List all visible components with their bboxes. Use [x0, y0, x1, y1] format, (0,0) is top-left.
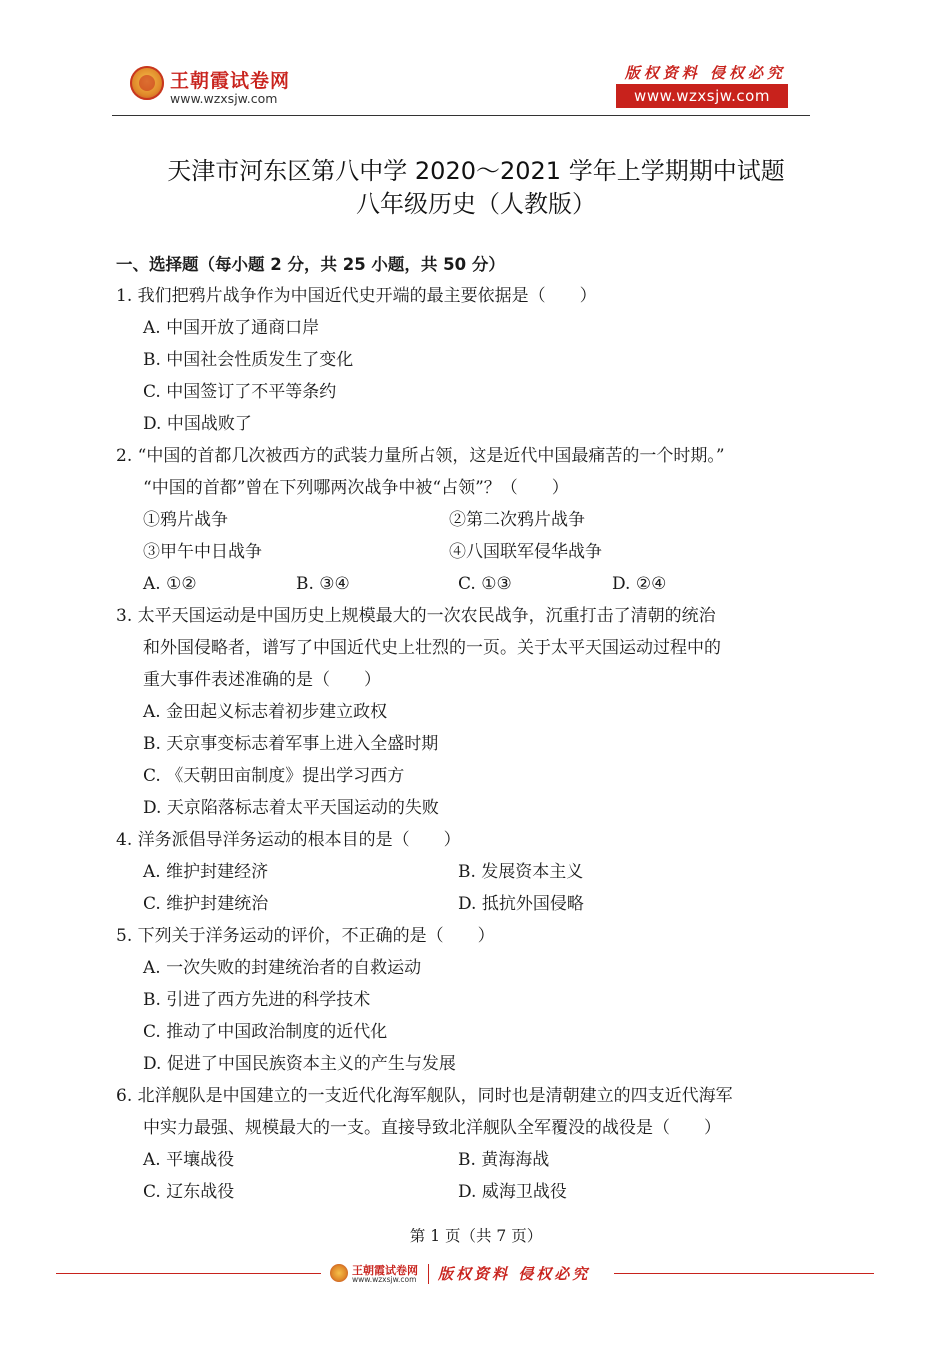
question-1-option-a: A. 中国开放了通商口岸	[143, 318, 320, 338]
question-2-stem-line1: 2. “中国的首都几次被西方的武装力量所占领，这是近代中国最痛苦的一个时期。”	[116, 446, 725, 466]
question-4-option-c: C. 维护封建统治	[143, 894, 269, 914]
logo-title: 王朝霞试卷网	[170, 70, 291, 92]
question-3-option-a: A. 金田起义标志着初步建立政权	[143, 702, 388, 722]
question-1-option-c: C. 中国签订了不平等条约	[143, 382, 337, 402]
question-1-stem: 1. 我们把鸦片战争作为中国近代史开端的最主要依据是（ ）	[116, 286, 597, 306]
copyright-notice: 版权资料 侵权必究	[624, 64, 786, 82]
question-2-stem-line2: “中国的首都”曾在下列哪两次战争中被“占领”？（ ）	[143, 478, 569, 498]
question-2-item-3: ③甲午中日战争	[143, 542, 262, 562]
exam-title: 天津市河东区第八中学 2020～2021 学年上学期期中试题	[167, 157, 785, 185]
question-2-option-c: C. ①③	[458, 574, 512, 594]
header-divider	[112, 115, 810, 116]
footer-rule-right	[614, 1273, 874, 1274]
question-4-stem: 4. 洋务派倡导洋务运动的根本目的是（ ）	[116, 830, 461, 850]
footer-copyright: 版权资料 侵权必究	[438, 1265, 591, 1283]
question-6-option-b: B. 黄海海战	[458, 1150, 550, 1170]
question-4-option-a: A. 维护封建经济	[143, 862, 269, 882]
exam-subtitle: 八年级历史（人教版）	[356, 190, 596, 218]
question-2-item-4: ④八国联军侵华战争	[449, 542, 602, 562]
question-5-option-b: B. 引进了西方先进的科学技术	[143, 990, 371, 1010]
site-url-banner: www.wzxsjw.com	[616, 84, 788, 108]
footer-logo-title: 王朝霞试卷网	[352, 1264, 418, 1277]
footer-rule-left	[56, 1273, 321, 1274]
logo-url: www.wzxsjw.com	[170, 91, 278, 106]
question-3-stem-line2: 和外国侵略者，谱写了中国近代史上壮烈的一页。关于太平天国运动过程中的	[143, 638, 721, 658]
question-1-option-b: B. 中国社会性质发生了变化	[143, 350, 354, 370]
question-5-option-d: D. 促进了中国民族资本主义的产生与发展	[143, 1054, 456, 1074]
question-5-option-a: A. 一次失败的封建统治者的自救运动	[143, 958, 422, 978]
question-2-option-d: D. ②④	[612, 574, 667, 594]
question-2-option-a: A. ①②	[143, 574, 197, 594]
footer-logo-url: www.wzxsjw.com	[352, 1275, 417, 1284]
question-6-option-d: D. 威海卫战役	[458, 1182, 567, 1202]
question-1-option-d: D. 中国战败了	[143, 414, 252, 434]
footer-separator	[428, 1264, 429, 1284]
question-3-stem-line3: 重大事件表述准确的是（ ）	[143, 670, 381, 690]
question-4-option-d: D. 抵抗外国侵略	[458, 894, 584, 914]
question-3-stem-line1: 3. 太平天国运动是中国历史上规模最大的一次农民战争，沉重打击了清朝的统治	[116, 606, 716, 626]
footer-logo-seal-icon	[330, 1264, 348, 1282]
question-6-stem-line1: 6. 北洋舰队是中国建立的一支近代化海军舰队，同时也是清朝建立的四支近代海军	[116, 1086, 733, 1106]
question-5-option-c: C. 推动了中国政治制度的近代化	[143, 1022, 388, 1042]
question-4-option-b: B. 发展资本主义	[458, 862, 584, 882]
page-footer	[56, 1262, 874, 1286]
question-3-option-c: C. 《天朝田亩制度》提出学习西方	[143, 766, 405, 786]
question-2-item-2: ②第二次鸦片战争	[449, 510, 585, 530]
question-2-option-b: B. ③④	[296, 574, 350, 594]
question-6-option-a: A. 平壤战役	[143, 1150, 235, 1170]
page-number: 第 1 页（共 7 页）	[409, 1227, 543, 1245]
question-2-item-1: ①鸦片战争	[143, 510, 228, 530]
question-3-option-d: D. 天京陷落标志着太平天国运动的失败	[143, 798, 439, 818]
section-heading: 一、选择题（每小题 2 分，共 25 小题，共 50 分）	[116, 255, 505, 274]
page-header	[112, 60, 812, 116]
question-5-stem: 5. 下列关于洋务运动的评价，不正确的是（ ）	[116, 926, 495, 946]
question-3-option-b: B. 天京事变标志着军事上进入全盛时期	[143, 734, 439, 754]
question-6-stem-line2: 中实力最强、规模最大的一支。直接导致北洋舰队全军覆没的战役是（ ）	[143, 1118, 721, 1138]
logo-seal-icon	[130, 66, 164, 100]
question-6-option-c: C. 辽东战役	[143, 1182, 235, 1202]
